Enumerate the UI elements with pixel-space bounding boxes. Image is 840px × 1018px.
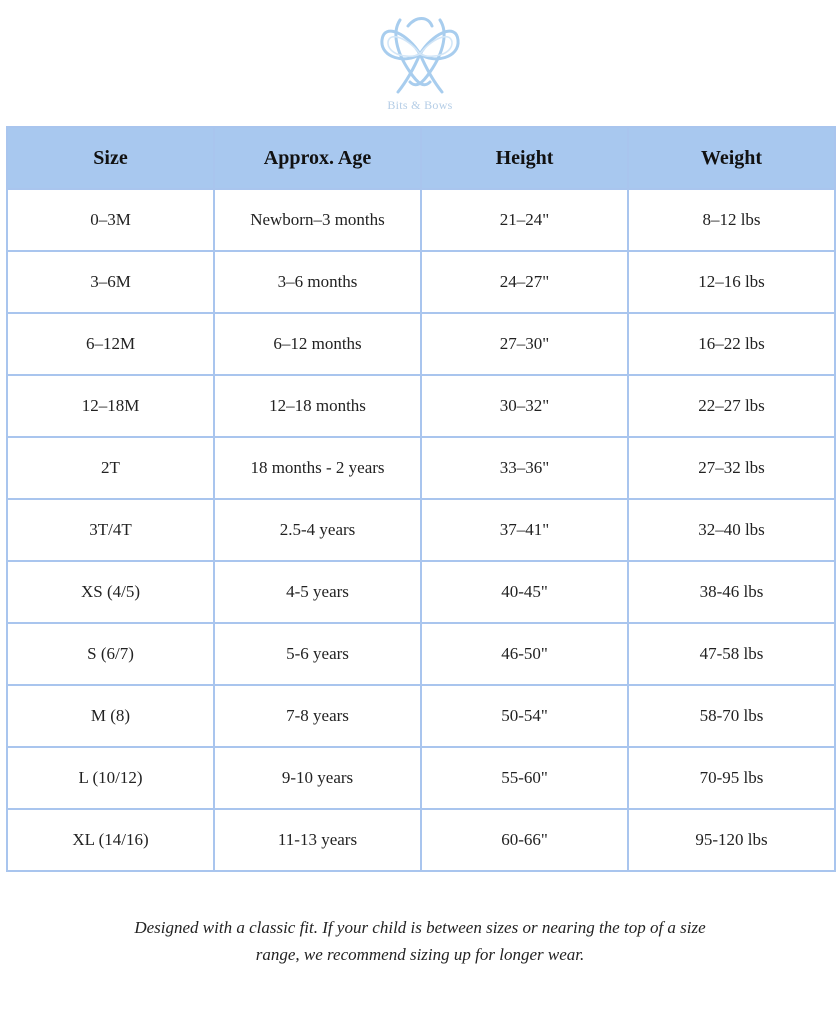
age-cell: 6–12 months: [214, 313, 421, 375]
weight-cell: 27–32 lbs: [628, 437, 835, 499]
height-cell: 30–32": [421, 375, 628, 437]
fit-footnote: [90, 914, 750, 968]
size-cell: 3T/4T: [7, 499, 214, 561]
height-cell: 37–41": [421, 499, 628, 561]
age-cell: 9-10 years: [214, 747, 421, 809]
weight-cell: 8–12 lbs: [628, 189, 835, 251]
weight-cell: 12–16 lbs: [628, 251, 835, 313]
height-cell: 24–27": [421, 251, 628, 313]
age-cell: 7-8 years: [214, 685, 421, 747]
table-row: [7, 499, 835, 561]
bow-monogram-icon: [370, 12, 470, 98]
brand-logo: [364, 12, 476, 116]
table-header: [7, 127, 835, 189]
table-row: [7, 623, 835, 685]
weight-cell: 38-46 lbs: [628, 561, 835, 623]
age-cell: 12–18 months: [214, 375, 421, 437]
table-row: [7, 251, 835, 313]
height-cell: 33–36": [421, 437, 628, 499]
table-row: [7, 747, 835, 809]
size-cell: 0–3M: [7, 189, 214, 251]
header-weight: Weight: [628, 127, 835, 189]
size-cell: XL (14/16): [7, 809, 214, 871]
weight-cell: 22–27 lbs: [628, 375, 835, 437]
table-row: [7, 189, 835, 251]
table-body: [7, 189, 835, 871]
age-cell: 3–6 months: [214, 251, 421, 313]
height-cell: 40-45": [421, 561, 628, 623]
height-cell: 55-60": [421, 747, 628, 809]
size-cell: S (6/7): [7, 623, 214, 685]
height-cell: 60-66": [421, 809, 628, 871]
weight-cell: 32–40 lbs: [628, 499, 835, 561]
size-cell: 12–18M: [7, 375, 214, 437]
height-cell: 46-50": [421, 623, 628, 685]
header-row: [7, 127, 835, 189]
header-height: Height: [421, 127, 628, 189]
age-cell: 18 months - 2 years: [214, 437, 421, 499]
table-row: [7, 313, 835, 375]
table-row: [7, 685, 835, 747]
weight-cell: 47-58 lbs: [628, 623, 835, 685]
size-chart-table: [6, 126, 836, 872]
table-row: [7, 561, 835, 623]
age-cell: 4-5 years: [214, 561, 421, 623]
size-cell: 2T: [7, 437, 214, 499]
table-row: [7, 809, 835, 871]
footnote-line-2: range, we recommend sizing up for longer wear.: [255, 945, 585, 964]
table-row: [7, 437, 835, 499]
age-cell: 5-6 years: [214, 623, 421, 685]
footnote-line-1: Designed with a classic fit. If your child is between sizes or nearing the top of a size: [134, 918, 706, 937]
size-cell: L (10/12): [7, 747, 214, 809]
height-cell: 27–30": [421, 313, 628, 375]
weight-cell: 16–22 lbs: [628, 313, 835, 375]
size-cell: M (8): [7, 685, 214, 747]
age-cell: 11-13 years: [214, 809, 421, 871]
size-cell: XS (4/5): [7, 561, 214, 623]
height-cell: 50-54": [421, 685, 628, 747]
age-cell: Newborn–3 months: [214, 189, 421, 251]
age-cell: 2.5-4 years: [214, 499, 421, 561]
weight-cell: 70-95 lbs: [628, 747, 835, 809]
height-cell: 21–24": [421, 189, 628, 251]
size-cell: 6–12M: [7, 313, 214, 375]
weight-cell: 58-70 lbs: [628, 685, 835, 747]
header-size: Size: [7, 127, 214, 189]
header-approx-age: Approx. Age: [214, 127, 421, 189]
brand-name: Bits & Bows: [387, 98, 453, 112]
size-cell: 3–6M: [7, 251, 214, 313]
table-row: [7, 375, 835, 437]
weight-cell: 95-120 lbs: [628, 809, 835, 871]
